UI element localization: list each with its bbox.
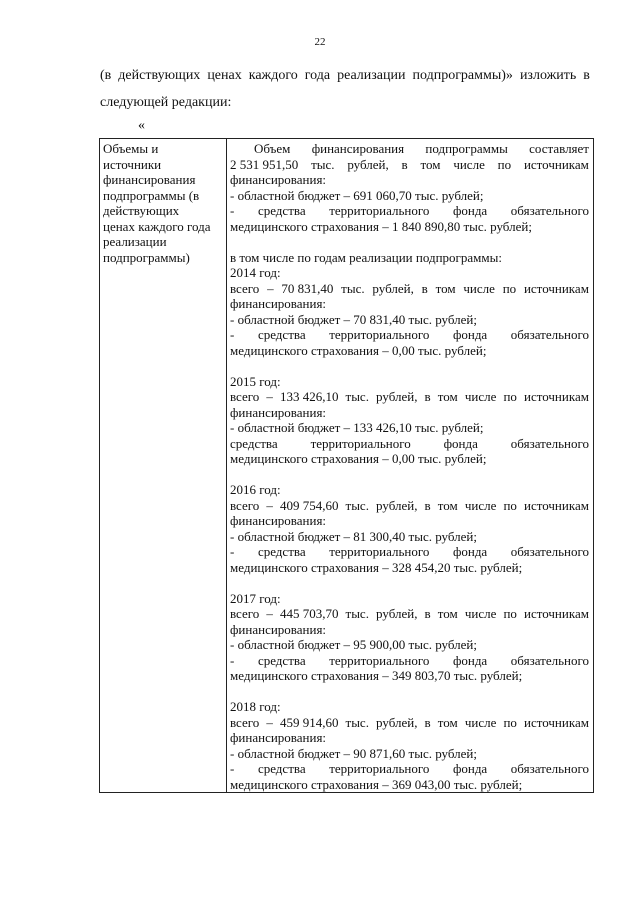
intro-line-2: следующей редакции: <box>100 95 232 110</box>
year-regional-budget-line: - областной бюджет – 81 300,40 тыс. рублей; <box>230 528 477 544</box>
year-regional-budget-line: - областной бюджет – 95 900,00 тыс. рублей; <box>230 637 477 652</box>
by-year-intro: в том числе по годам реализации подпрограммы: <box>230 249 502 265</box>
word: фонда <box>452 544 488 559</box>
word: всего <box>230 280 260 296</box>
word: рублей, <box>347 156 389 172</box>
word: 459 914,60 <box>279 714 339 730</box>
word: рублей, <box>376 497 418 513</box>
year-block <box>230 467 589 576</box>
word: по <box>502 280 517 296</box>
year-block <box>230 265 589 358</box>
year-financing-line: финансирования: <box>230 296 327 311</box>
word: тыс. <box>341 280 365 296</box>
word: том <box>437 714 458 730</box>
word: обязательного <box>510 761 589 776</box>
year-total-line <box>230 281 589 297</box>
word: - <box>230 544 235 559</box>
word: в <box>424 606 431 621</box>
word: - <box>230 203 235 218</box>
year-heading: 2016 год: <box>230 482 281 497</box>
year-insurance-line: медицинского страхования – 369 043,00 тыс. рублей; <box>230 776 523 792</box>
year-total-line <box>230 498 589 514</box>
word: источникам <box>523 389 589 404</box>
summary-line: финансирования: <box>230 172 327 187</box>
word: рублей, <box>376 389 418 404</box>
year-heading: 2015 год: <box>230 373 281 389</box>
word: территориального <box>329 652 430 668</box>
word: рублей, <box>376 714 418 730</box>
word: изложить <box>519 68 577 83</box>
word: обязательного <box>510 327 589 342</box>
word: обязательного <box>510 652 589 668</box>
word: том <box>437 497 458 513</box>
word: числе <box>464 389 497 404</box>
year-fund-line <box>230 653 589 669</box>
word: в <box>424 714 431 730</box>
year-regional-budget-line: - областной бюджет – 90 871,60 тыс. рублей; <box>230 745 477 761</box>
year-total-line <box>230 389 589 405</box>
word: средства <box>257 761 306 776</box>
year-fund-line <box>230 436 589 452</box>
word: (в <box>100 68 112 83</box>
word: по <box>497 156 512 172</box>
summary-line <box>230 203 589 219</box>
label-line: источники <box>103 156 162 172</box>
year-blocks <box>230 265 589 792</box>
word: Объем <box>254 141 291 156</box>
word: фонда <box>452 203 488 218</box>
word: средства <box>230 435 278 451</box>
year-total-line <box>230 715 589 731</box>
word: фонда <box>452 327 488 342</box>
word: средства <box>257 652 306 668</box>
word: реализации <box>337 68 406 83</box>
intro-paragraph <box>100 62 590 116</box>
word: рублей, <box>376 606 418 621</box>
word: числе <box>464 606 497 621</box>
word: действующих <box>118 68 201 83</box>
year-fund-line <box>230 761 589 777</box>
word: 70 831,40 <box>281 280 334 296</box>
word: источникам <box>523 156 589 172</box>
word: всего <box>230 389 260 404</box>
word: том <box>437 389 458 404</box>
word: фонда <box>452 761 488 776</box>
word: подпрограммы <box>425 141 508 156</box>
label-line: Объемы и <box>103 141 159 156</box>
word: – <box>266 389 273 404</box>
label-line: ценах каждого года <box>103 218 211 234</box>
year-heading: 2018 год: <box>230 699 281 714</box>
word: всего <box>230 714 260 730</box>
word: территориального <box>329 761 430 776</box>
word: обязательного <box>510 435 589 451</box>
word: по <box>503 606 517 621</box>
year-regional-budget-line: - областной бюджет – 133 426,10 тыс. рублей; <box>230 420 484 435</box>
word: обязательного <box>510 203 589 218</box>
word: числе <box>463 280 495 296</box>
word: 133 426,10 <box>279 389 339 404</box>
intro-line-1 <box>100 62 590 89</box>
word: числе <box>464 714 497 730</box>
word: каждого <box>248 68 298 83</box>
word: - <box>230 652 235 668</box>
word: финансирования <box>311 141 405 156</box>
year-insurance-line: медицинского страхования – 0,00 тыс. рублей; <box>230 342 487 358</box>
word: средства <box>257 327 306 342</box>
word: в <box>424 389 431 404</box>
year-insurance-line: медицинского страхования – 0,00 тыс. рублей; <box>230 451 487 466</box>
page-number: 22 <box>314 36 326 48</box>
year-insurance-line: медицинского страхования – 328 454,20 тыс. рублей; <box>230 559 523 575</box>
word: по <box>503 497 517 513</box>
word: в <box>424 497 431 513</box>
year-financing-line: финансирования: <box>230 730 327 745</box>
word: по <box>503 389 517 404</box>
year-block <box>230 684 589 793</box>
word: том <box>420 156 441 172</box>
summary-line: - областной бюджет – 691 060,70 тыс. рублей; <box>230 187 484 203</box>
word: всего <box>230 606 260 621</box>
year-financing-line: финансирования: <box>230 621 327 637</box>
year-block <box>230 575 589 684</box>
label-line: подпрограммы (в <box>103 187 200 203</box>
summary-line <box>230 157 589 173</box>
table-row <box>100 139 594 793</box>
word: источникам <box>523 280 589 296</box>
label-cell <box>100 139 227 793</box>
word: территориального <box>329 327 430 342</box>
word: 445 703,70 <box>279 606 339 621</box>
label-line: реализации <box>103 234 167 249</box>
year-financing-line: финансирования: <box>230 513 327 528</box>
summary-block <box>230 141 589 234</box>
word: 2 531 951,50 <box>230 156 299 172</box>
year-insurance-line: медицинского страхования – 349 803,70 тыс. рублей; <box>230 668 523 683</box>
year-regional-budget-line: - областной бюджет – 70 831,40 тыс. рублей; <box>230 311 477 327</box>
summary-line: медицинского страхования – 1 840 890,80 тыс. рублей; <box>230 218 532 234</box>
summary-line <box>230 141 589 157</box>
word: ценах <box>207 68 242 83</box>
word: тыс. <box>311 156 335 172</box>
label-line: подпрограммы) <box>103 249 190 265</box>
word: фонда <box>452 652 488 668</box>
word: - <box>230 761 235 776</box>
word: – <box>266 497 273 513</box>
year-fund-line <box>230 327 589 343</box>
word: в <box>401 156 408 172</box>
year-total-line <box>230 606 589 622</box>
word: – <box>266 606 273 621</box>
word: в <box>583 68 590 83</box>
word: составляет <box>529 141 589 156</box>
word: тыс. <box>345 389 369 404</box>
word: всего <box>230 497 260 513</box>
word: по <box>503 714 517 730</box>
label-line: финансирования <box>103 172 196 187</box>
word: источникам <box>523 497 589 513</box>
word: в <box>421 280 428 296</box>
word: года <box>304 68 331 83</box>
label-line: действующих <box>103 203 180 218</box>
word: том <box>437 606 458 621</box>
word: источникам <box>523 714 589 730</box>
word: том <box>435 280 456 296</box>
word: тыс. <box>345 606 369 621</box>
opening-quote: « <box>138 118 145 133</box>
word: – <box>266 714 273 730</box>
year-block <box>230 358 589 467</box>
word: - <box>230 327 235 342</box>
word: территориального <box>310 435 411 451</box>
word: числе <box>453 156 485 172</box>
word: рублей, <box>372 280 414 296</box>
year-financing-line: финансирования: <box>230 404 327 420</box>
financing-table <box>99 138 594 793</box>
word: – <box>267 280 274 296</box>
word: обязательного <box>510 544 589 559</box>
word: источникам <box>523 606 589 621</box>
word: 409 754,60 <box>279 497 339 513</box>
year-heading: 2014 год: <box>230 265 281 280</box>
word: числе <box>464 497 497 513</box>
word: средства <box>257 203 306 218</box>
word: фонда <box>443 435 478 451</box>
year-fund-line <box>230 544 589 560</box>
word: подпрограммы)» <box>412 68 513 83</box>
word: территориального <box>329 544 430 559</box>
word: тыс. <box>345 497 369 513</box>
word: тыс. <box>345 714 369 730</box>
word: средства <box>257 544 306 559</box>
year-heading: 2017 год: <box>230 590 281 606</box>
content-cell <box>227 139 594 793</box>
word: территориального <box>329 203 430 218</box>
